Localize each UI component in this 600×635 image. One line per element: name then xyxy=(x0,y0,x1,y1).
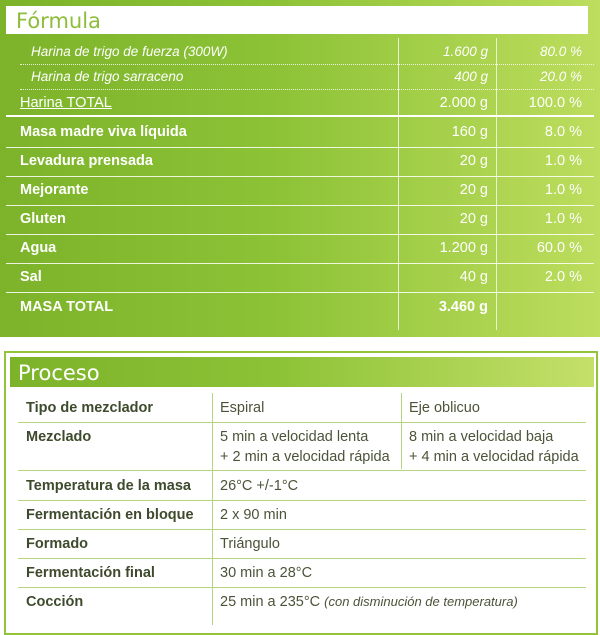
proceso-value: 2 x 90 min xyxy=(220,507,287,523)
proceso-value: + 4 min a velocidad rápida xyxy=(409,449,579,465)
ingredient-qty: 2.000 g xyxy=(439,95,488,111)
ingredient-name: Harina de trigo sarraceno xyxy=(31,69,184,84)
ingredient-pct: 2.0 % xyxy=(544,269,582,285)
ingredient-qty: 1.600 g xyxy=(442,44,488,59)
formula-title: Fórmula xyxy=(16,9,101,33)
proceso-value: 8 min a velocidad baja xyxy=(409,429,554,445)
column-divider xyxy=(212,393,213,625)
row-divider xyxy=(20,64,594,65)
ingredient-pct: 8.0 % xyxy=(544,124,582,140)
ingredient-pct: 20.0 % xyxy=(539,69,582,84)
proceso-value: Eje oblicuo xyxy=(409,400,480,416)
proceso-value xyxy=(220,594,518,610)
proceso-value: 5 min a velocidad lenta xyxy=(220,429,369,445)
proceso-value: 26°C +/-1°C xyxy=(220,478,299,494)
row-divider xyxy=(6,263,594,264)
ingredient-pct: 1.0 % xyxy=(544,153,582,169)
proceso-title: Proceso xyxy=(18,361,100,385)
proceso-label: Cocción xyxy=(26,594,84,610)
row-divider xyxy=(18,500,586,501)
column-divider xyxy=(401,393,402,469)
ingredient-qty: 160 g xyxy=(451,124,488,140)
column-divider xyxy=(496,38,497,330)
proceso-value: 30 min a 28°C xyxy=(220,565,313,581)
ingredient-pct: 1.0 % xyxy=(544,211,582,227)
ingredient-name: Harina TOTAL xyxy=(20,95,112,111)
row-divider xyxy=(6,205,594,206)
proceso-value-note: (con disminución de temperatura) xyxy=(324,594,518,609)
row-divider xyxy=(6,234,594,235)
ingredient-name: Agua xyxy=(20,240,57,256)
row-divider xyxy=(18,558,586,559)
ingredient-qty: 20 g xyxy=(459,153,488,169)
ingredient-pct: 100.0 % xyxy=(528,95,582,111)
proceso-label: Fermentación final xyxy=(26,565,155,581)
ingredient-name: Gluten xyxy=(20,211,66,227)
ingredient-pct: 60.0 % xyxy=(536,240,582,256)
ingredient-qty: 40 g xyxy=(459,269,488,285)
row-divider xyxy=(6,147,594,148)
ingredient-qty: 20 g xyxy=(459,182,488,198)
ingredient-name: Masa madre viva líquida xyxy=(20,124,187,140)
proceso-panel xyxy=(4,351,598,635)
ingredient-qty: 3.460 g xyxy=(438,299,488,315)
ingredient-name: Levadura prensada xyxy=(20,153,153,169)
proceso-title-bar xyxy=(10,357,594,387)
proceso-value-main: 25 min a 235°C xyxy=(220,594,321,610)
column-divider xyxy=(398,38,399,330)
proceso-label: Formado xyxy=(26,536,89,552)
ingredient-name: MASA TOTAL xyxy=(20,299,114,315)
ingredient-pct: 1.0 % xyxy=(544,182,582,198)
proceso-value: Espiral xyxy=(220,400,265,416)
proceso-value: Triángulo xyxy=(220,536,280,552)
ingredient-name: Harina de trigo de fuerza (300W) xyxy=(31,44,228,59)
row-divider xyxy=(18,470,586,471)
proceso-label: Temperatura de la masa xyxy=(26,478,191,494)
row-divider xyxy=(18,529,586,530)
proceso-value: + 2 min a velocidad rápida xyxy=(220,449,390,465)
ingredient-pct: 80.0 % xyxy=(539,44,582,59)
row-divider xyxy=(6,292,594,293)
ingredient-qty: 400 g xyxy=(454,69,488,84)
proceso-label: Tipo de mezclador xyxy=(26,400,154,416)
ingredient-name: Sal xyxy=(20,269,42,285)
ingredient-name: Mejorante xyxy=(20,182,89,198)
ingredient-qty: 1.200 g xyxy=(439,240,488,256)
row-divider xyxy=(18,587,586,588)
formula-title-bar xyxy=(6,6,588,34)
row-divider xyxy=(20,89,594,90)
row-divider xyxy=(6,115,594,117)
proceso-label: Mezclado xyxy=(26,429,92,445)
row-divider xyxy=(6,176,594,177)
proceso-label: Fermentación en bloque xyxy=(26,507,194,523)
row-divider xyxy=(18,422,586,423)
ingredient-qty: 20 g xyxy=(459,211,488,227)
